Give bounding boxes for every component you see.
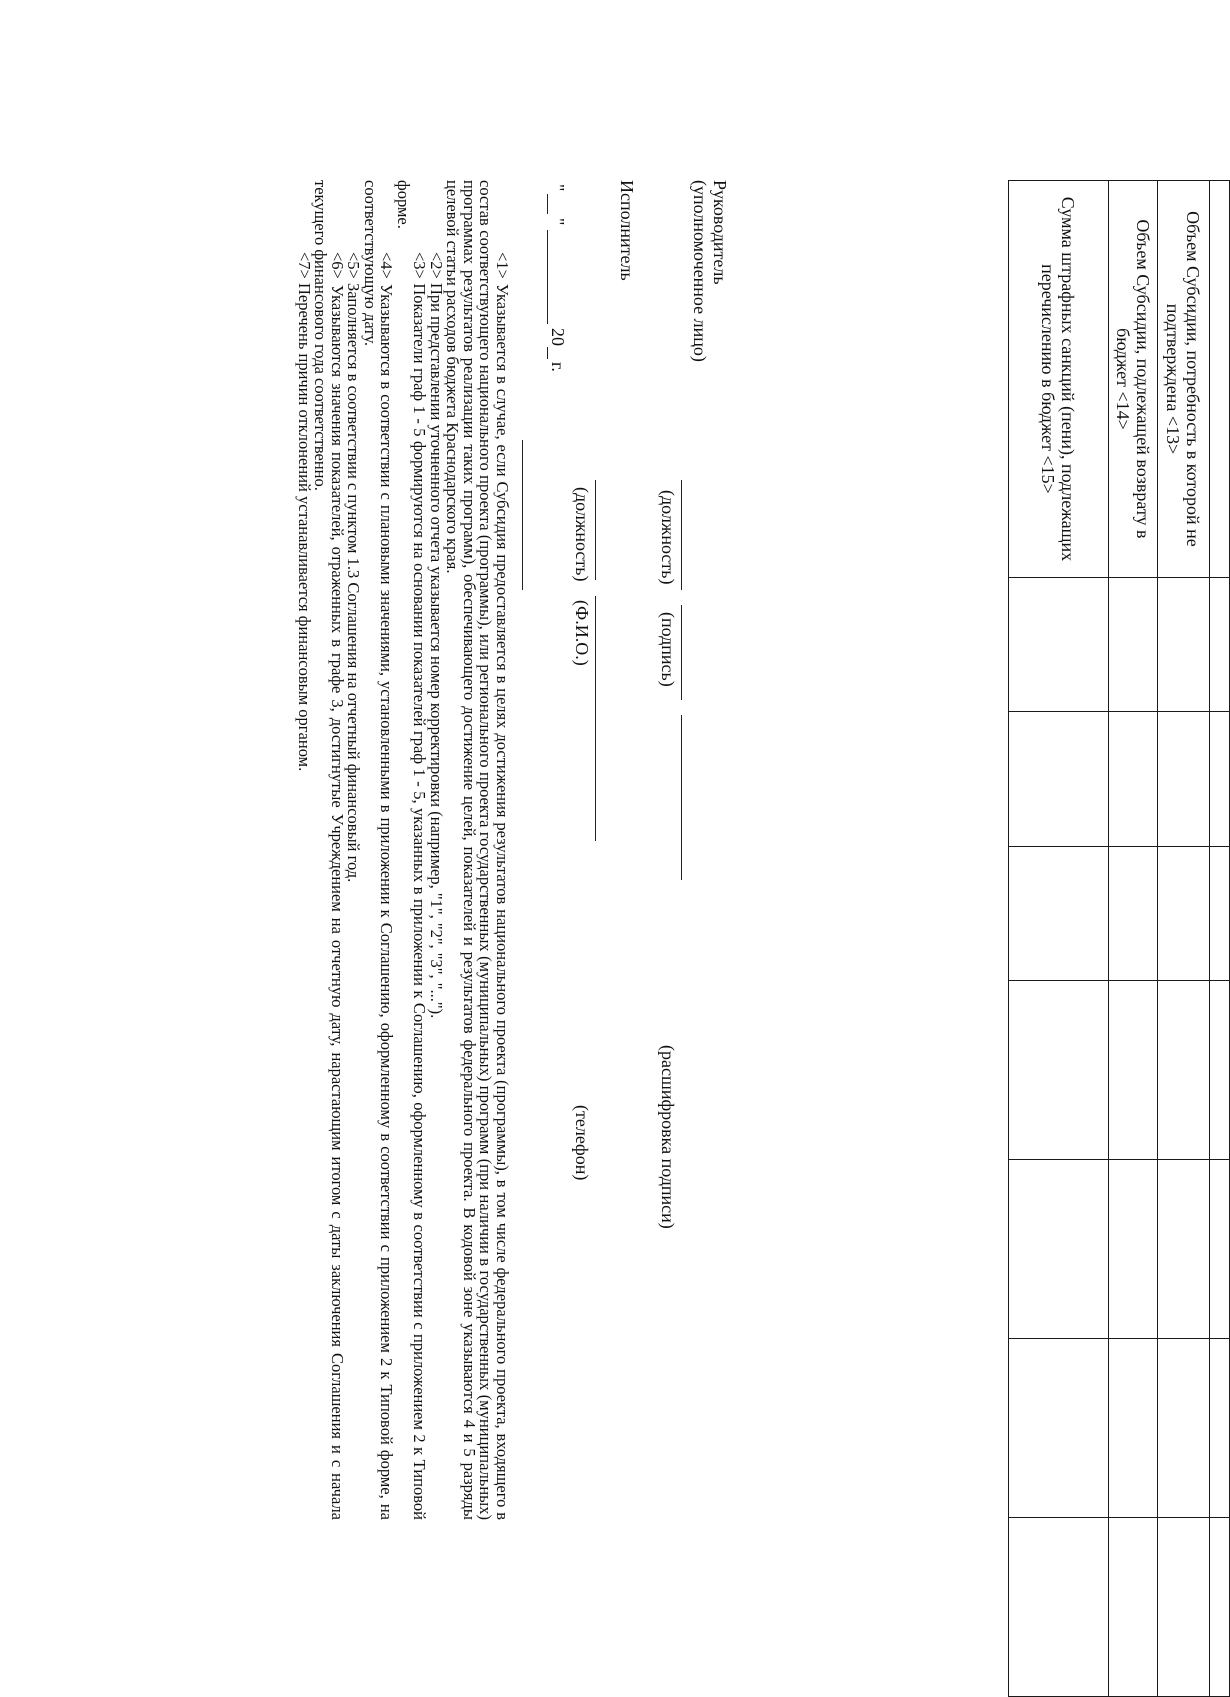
table-cell[interactable] [1158,981,1210,1160]
table-cell[interactable] [1158,577,1210,711]
table-cell[interactable] [1210,1160,1230,1339]
footnote-2: <2> При представлении уточненного отчета указывается номер корректировки (например, "1", "2", "3", "..."). [427,252,446,1019]
footnote-7: <7> Перечень причин отклонений устанавливается финансовым органом. [295,252,314,772]
footnote-5: <5> Заполняется в соответствии с пунктом 1.3 Соглашения на отчетный финансовый год. [344,252,364,883]
position-caption: (должность) [658,490,678,585]
table-cell[interactable] [1109,981,1158,1160]
table-cell[interactable] [1109,1339,1158,1518]
table-cell[interactable] [1158,1339,1210,1518]
subsidy-table [1008,180,1230,1697]
table-cell[interactable] [1210,981,1230,1160]
table-cell[interactable] [1158,712,1210,846]
table-cell[interactable] [1158,1160,1210,1339]
table-cell[interactable] [1109,712,1158,846]
table-cell[interactable] [1009,712,1109,846]
date-year-suffix: г. [548,362,568,372]
fio-line[interactable] [595,596,596,841]
table-cell[interactable] [1009,1517,1109,1696]
table-cell[interactable] [1210,577,1230,711]
date-day-line[interactable] [547,194,548,214]
executor-position-line[interactable] [595,480,596,580]
table-cell[interactable] [1009,1339,1109,1518]
fio-caption: (Ф.И.О.) [572,600,592,666]
row-label-unconfirmed: Объем Субсидии, потребность в которой не подтверждена <13> [1158,181,1210,578]
footnote-6: <6> Указываются значения показателей, отраженных в графе 3, достигнутые Учреждением на отчетную дату, нарастающим итогом с даты заключения Соглашения и с начала текущего финансового года соответственно. [311,180,347,1520]
table-cell[interactable] [1210,1339,1230,1518]
table-cell[interactable] [1009,577,1109,711]
table-cell[interactable] [1009,1160,1109,1339]
table-cell[interactable] [1210,712,1230,846]
row-label-refund: Объем Субсидии, подлежащей возврату в бюджет <14> [1109,181,1158,578]
table-cell[interactable] [1009,981,1109,1160]
footnotes [296,180,511,1520]
table-cell[interactable] [1158,846,1210,980]
footnote-1: <1> Указывается в случае, если Субсидия предоставляется в целях достижения результатов национального проекта (программы), в том числе федерального проекта, входящего в состав соответствующего национального проекта (программы), или регионального проекта государственных (муниципальных) программ (при наличии в государственных (муниципальных) программах результатов реализации таких программ), обеспечивающего достижение целей, показателей и результатов федерального проекта. В кодовой зоне указываются 4 и 5 разряды целевой статьи расходов бюджета Краснодарского края. [443,180,512,1520]
signature-line[interactable] [681,605,682,700]
table-row [1009,181,1109,1697]
position-line[interactable] [681,480,682,590]
head-label: Руководитель [710,180,730,285]
table-row [1210,181,1230,1697]
signature-caption: (подпись) [658,612,678,687]
table-cell[interactable] [1109,577,1158,711]
table-cell[interactable] [1009,846,1109,980]
table-row [1158,181,1210,1697]
transcript-line[interactable] [681,715,682,880]
executor-label: Исполнитель [617,180,637,281]
table-row [1109,181,1158,1697]
date-year-line[interactable] [547,347,548,359]
date-month-line[interactable] [547,230,548,324]
table-cell[interactable] [1210,1517,1230,1696]
transcript-caption: (расшифровка подписи) [658,1045,678,1229]
table-cell[interactable] [1210,846,1230,980]
footnote-4: <4> Указываются в соответствии с плановыми значениями, установленными в приложении к Соглашению, оформленному в соответствии с приложением 2 к Типовой форме, на соответствующую дату. [361,180,397,1520]
table-cell[interactable] [1109,1517,1158,1696]
table-cell[interactable] [1158,1517,1210,1696]
footnote-3: <3> Показатели граф 1 - 5 формируются на основании показателей граф 1 - 5, указанных в приложении к Соглашению, оформленному в соответствии с приложением 2 к Типовой форме. [394,180,430,1520]
date-close-quote: " [548,218,568,226]
executor-position-caption: (должность) [572,487,592,582]
phone-caption: (телефон) [572,1105,592,1181]
footnote-separator [522,440,523,590]
head-label-authorized: (уполномоченное лицо) [690,180,710,362]
date-open-quote: " [548,184,568,192]
date-year-prefix: 20 [548,328,568,346]
table-cell[interactable] [1109,1160,1158,1339]
table-cell[interactable] [1109,846,1158,980]
row-label-penalties: Сумма штрафных санкций (пени), подлежащих перечислению в бюджет <15> [1009,181,1109,578]
